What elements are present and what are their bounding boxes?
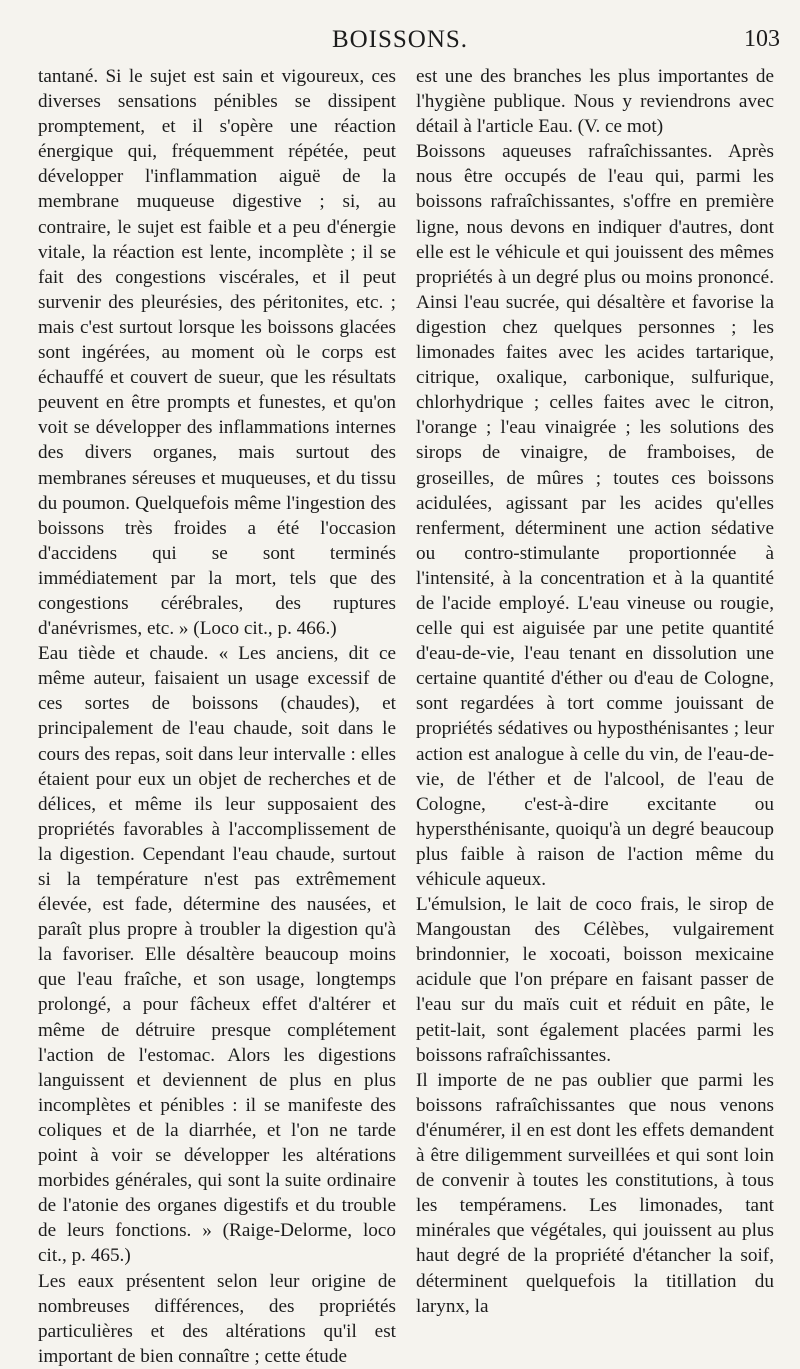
right-column [416,64,774,1319]
paragraph: L'émulsion, le lait de coco frais, le sirop de Mangoustan des Célèbes, vulgairement brindonnier, le xocoati, boisson mexicaine acidule que l'on prépare en faisant passer de l'eau sur du maïs cuit et réduit en pâte, le petit-lait, sont également placées parmi les boissons rafraîchissantes. [416,894,774,1066]
paragraph: Les eaux présentent selon leur origine de nombreuses différences, des propriétés particulières et des altérations qu'il est important de bien connaître ; cette étude [38,1270,396,1367]
paragraph: Il importe de ne pas oublier que parmi les boissons rafraîchissantes que nous venons d'énumérer, il en est dont les effets demandent à être diligemment surveillées et qui sont loin de convenir à toutes les constitutions, à tous les tempéramens. Les limonades, tant minérales que végétales, qui jouissent au plus haut degré de la propriété d'étancher la soif, déterminent quelquefois la titillation du larynx, la [416,1069,774,1317]
paragraph: est une des branches les plus importantes de l'hygiène publique. Nous y reviendrons avec détail à l'article Eau. (V. ce mot) [416,66,774,138]
paragraph: Boissons aqueuses rafraîchissantes. Après nous être occupés de l'eau qui, parmi les boissons rafraîchissantes, s'offre en première ligne, nous devons en indiquer d'autres, dont elle est le véhicule et qui jouissent des mêmes propriétés à un degré plus ou moins prononcé. Ainsi l'eau sucrée, qui désaltère et favorise la digestion chez quelques personnes ; les limonades faites avec les acides tartarique, citrique, oxalique, carbonique, sulfurique, chlorhydrique ; celles faites avec le citron, l'orange ; l'eau vinaigrée ; les solutions des sirops de vinaigre, de framboises, de groseilles, de mûres ; toutes ces boissons acidulées, agissant par les acides qu'elles renferment, déterminent une action sédative ou contro-stimulante proportionnée à l'intensité, à la concentration et à la quantité de l'acide employé. L'eau vineuse ou rougie, celle qui est aiguisée par une petite quantité d'eau-de-vie, l'eau tenant en dissolution une certaine quantité d'éther ou d'eau de Cologne, sont regardées à tort comme jouissant de propriétés sédatives ou hyposthénisantes ; leur action est analogue à celle du vin, de l'eau-de-vie, de l'éther et de l'alcool, de l'eau de Cologne, c'est-à-dire excitante ou hypersthénisante, quoiqu'à un degré beaucoup plus faible à raison de l'action même du véhicule aqueux. [416,141,774,890]
running-head: BOISSONS. [331,26,469,53]
left-column [38,64,396,1369]
paragraph: tantané. Si le sujet est sain et vigoureux, ces diverses sensations pénibles se dissipent promptement, et il s'opère une réaction énergique qui, fréquemment répétée, peut développer l'inflammation aiguë de la membrane muqueuse digestive ; si, au contraire, le sujet est faible et a peu d'énergie vitale, la réaction est lente, incomplète ; il se fait des congestions viscérales, et il peut survenir des pleurésies, des péritonites, etc. ; mais c'est surtout lorsque les boissons glacées sont ingérées, au moment où le corps est échauffé et couvert de sueur, que les résultats peuvent en être prompts et funestes, et qu'on voit se développer des inflammations internes des divers organes, mais surtout des membranes séreuses et muqueuses, et du tissu du poumon. Quelquefois même l'ingestion des boissons très froides a été l'occasion d'accidens qui se sont terminés immédiatement par la mort, tels que des congestions cérébrales, des ruptures d'anévrismes, etc. » (Loco cit., p. 466.) [38,66,396,640]
paragraph: Eau tiède et chaude. « Les anciens, dit ce même auteur, faisaient un usage excessif de ces sortes de boissons (chaudes), et principalement de l'eau chaude, soit dans le cours des repas, soit dans leur intervalle : elles étaient pour eux un objet de recherches et de délices, et même ils leur supposaient des propriétés favorables à l'accomplissement de la digestion. Cependant l'eau chaude, surtout si la température n'est pas extrêmement élevée, est fade, détermine des nausées, et paraît plus propre à troubler la digestion qu'à la favoriser. Elle désaltère beaucoup moins que l'eau fraîche, et son usage, longtemps prolongé, a pour fâcheux effet d'altérer et même de détruire presque complétement l'action de l'estomac. Alors les digestions languissent et deviennent de plus en plus incomplètes et pénibles : il se manifeste des coliques et de la diarrhée, et l'on ne tarde point à voir se développer les altérations morbides générales, qui sont la suite ordinaire de l'atonie des organes digestifs et du trouble de leurs fonctions. » (Raige-Delorme, loco cit., p. 465.) [38,643,396,1267]
page-header [0,20,800,60]
page-number: 103 [744,26,780,52]
